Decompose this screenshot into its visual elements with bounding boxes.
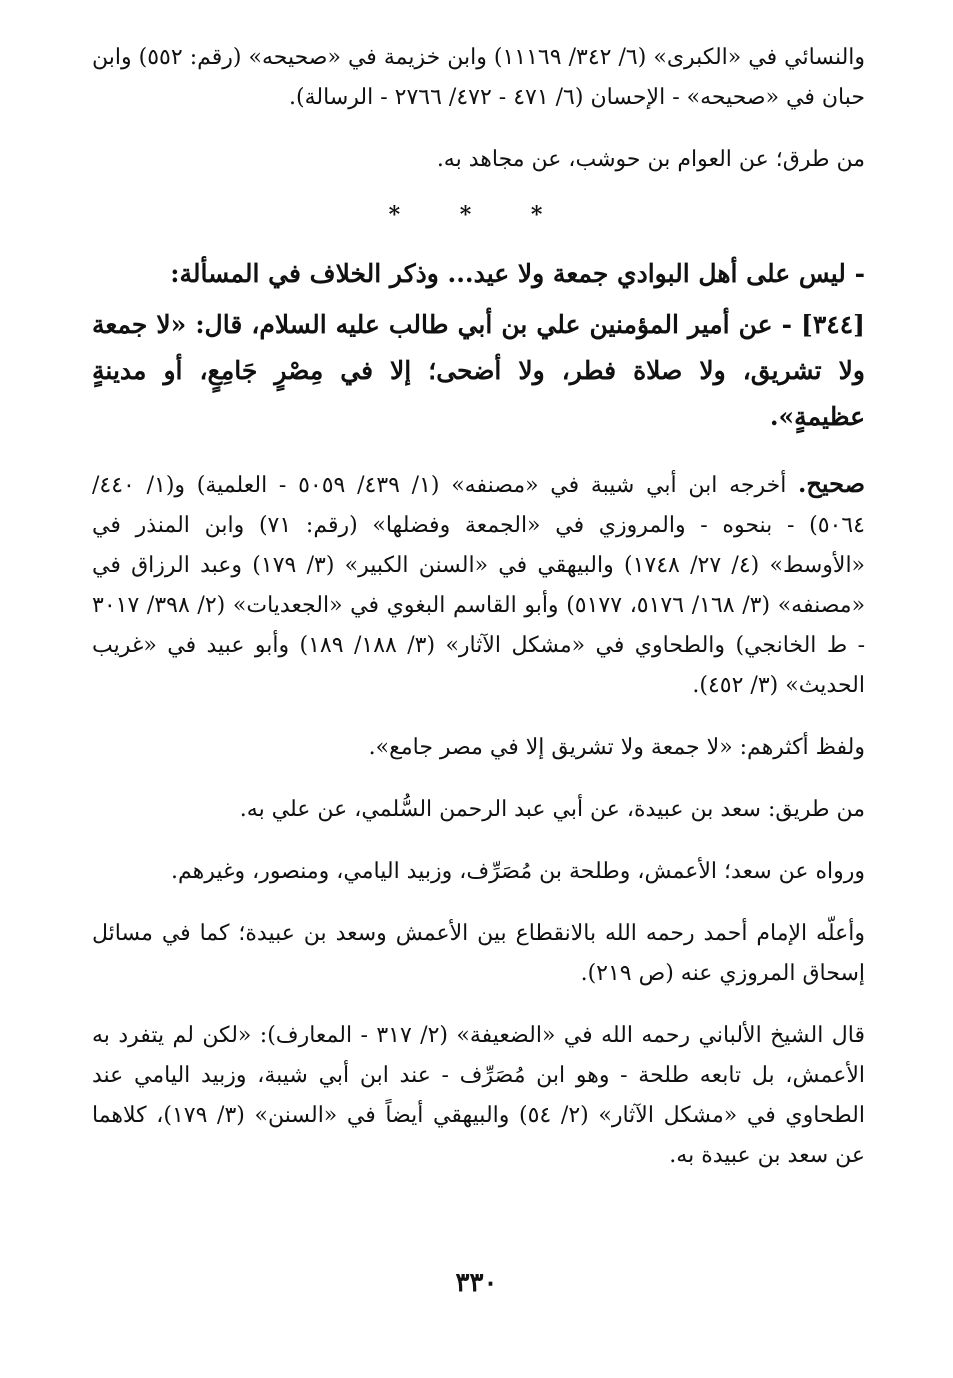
section-heading: - ليس على أهل البوادي جمعة ولا عيد... وذكر الخلاف في المسألة: bbox=[170, 259, 865, 288]
takhrij-paragraph bbox=[92, 464, 865, 706]
footnote-continuation: والنسائي في «الكبرى» (٦/ ٣٤٢/ ١١١٦٩) وابن خزيمة في «صحيحه» (رقم: ٥٥٢) وابن حبان في «صحيحه» - الإحسان (٦/ ٤٧١ - ٤٧٢/ ٢٧٦٦ - الرسالة). bbox=[92, 45, 866, 110]
albani-quote: قال الشيخ الألباني رحمه الله في «الضعيفة» (٢/ ٣١٧ - المعارف): «لكن لم يتفرد به الأعمش، بل تابعه طلحة - وهو ابن مُصَرِّف - عند ابن أبي شيبة، وزبيد اليامي عند الطحاوي في «مشكل الآثار» (٢/ ٥٤) والبيهقي أيضاً في «السنن» (٣/ ١٧٩)، كلاهما عن سعد بن عبيدة به. bbox=[92, 1023, 865, 1168]
takhrij-sources: أخرجه ابن أبي شيبة في «مصنفه» (١/ ٤٣٩/ ٥٠٥٩ - العلمية) و(١/ ٤٤٠/ ٥٠٦٤) - بنحوه - والمروزي في «الجمعة وفضلها» (رقم: ٧١) وابن المنذر في «الأوسط» (٤/ ٢٧/ ١٧٤٨) والبيهقي في «السنن الكبير» (٣/ ١٧٩) وعبد الرزاق في «مصنفه» (٣/ ١٦٨/ ٥١٧٦، ٥١٧٧) وأبو القاسم البغوي في «الجعديات» (٢/ ٣٩٨/ ٣٠١٧ - ط الخانجي) والطحاوي في «مشكل الآثار» (٣/ ١٨٨/ ١٨٩) وأبو عبيد في «غريب الحديث» (٣/ ٤٥٢). bbox=[92, 473, 866, 698]
wording-note: ولفظ أكثرهم: «لا جمعة ولا تشريق إلا في مصر جامع». bbox=[368, 735, 865, 760]
isnad-path: من طريق: سعد بن عبيدة، عن أبي عبد الرحمن السُّلمي، عن علي به. bbox=[239, 797, 865, 822]
defect-note: وأعلّه الإمام أحمد رحمه الله بالانقطاع بين الأعمش وسعد بن عبيدة؛ كما في مسائل إسحاق المروزي عنه (ص ٢١٩). bbox=[92, 921, 866, 986]
hadith-grade: صحيح. bbox=[798, 469, 866, 498]
hadith-text: [٣٤٤] - عن أمير المؤمنين علي بن أبي طالب عليه السلام، قال: «لا جمعة ولا تشريق، ولا صلاة فطر، ولا أضحى؛ إلا في مِصْرٍ جَامِعٍ، أو مدينةٍ عظيمةٍ». bbox=[92, 310, 865, 431]
chain-note: من طرق؛ عن العوام بن حوشب، عن مجاهد به. bbox=[436, 147, 865, 172]
section-separator: * * * bbox=[388, 202, 569, 228]
narrators-note: ورواه عن سعد؛ الأعمش، وطلحة بن مُصَرِّف، وزبيد اليامي، ومنصور، وغيرهم. bbox=[170, 859, 865, 884]
page-number: ٣٣٠ bbox=[455, 1268, 498, 1298]
